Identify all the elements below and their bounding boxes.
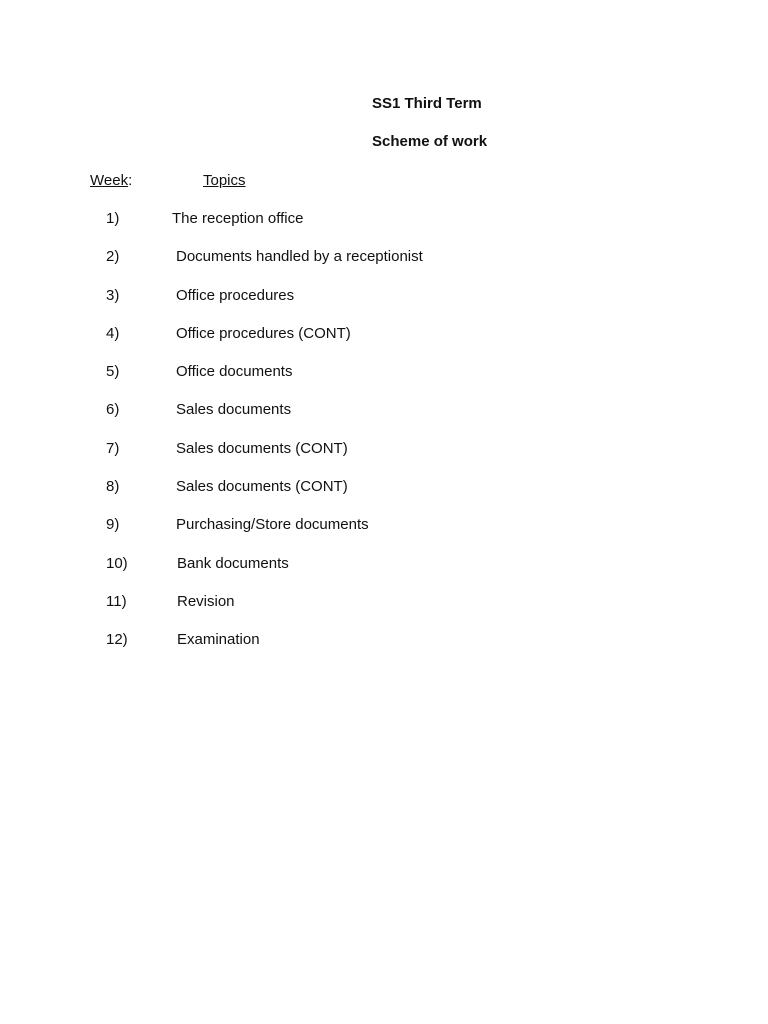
topic-text: Office procedures (CONT) bbox=[176, 324, 351, 342]
document-subtitle: Scheme of work bbox=[372, 133, 488, 150]
week-number: 5) bbox=[106, 363, 120, 381]
document-title: SS1 Third Term bbox=[372, 95, 482, 112]
list-item bbox=[0, 631, 768, 669]
topic-text: Sales documents bbox=[176, 401, 292, 419]
week-header bbox=[90, 172, 132, 189]
week-number: 8) bbox=[106, 478, 120, 496]
topic-text: Revision bbox=[177, 592, 235, 610]
topic-text: Bank documents bbox=[177, 554, 289, 572]
week-number: 9) bbox=[106, 516, 120, 534]
list-item bbox=[0, 555, 768, 593]
list-item bbox=[0, 401, 768, 439]
week-number: 3) bbox=[106, 286, 120, 304]
list-item bbox=[0, 593, 768, 631]
list-item bbox=[0, 440, 768, 478]
list-item bbox=[0, 248, 768, 286]
week-number: 4) bbox=[106, 324, 120, 342]
week-number: 10) bbox=[106, 554, 128, 572]
list-item bbox=[0, 325, 768, 363]
week-number: 1) bbox=[106, 210, 120, 227]
list-item bbox=[0, 287, 768, 325]
list-item bbox=[0, 478, 768, 516]
topic-text: Office procedures bbox=[176, 286, 295, 304]
week-header-colon: : bbox=[128, 172, 133, 189]
topics-header: Topics bbox=[203, 172, 246, 189]
topic-text: Examination bbox=[177, 631, 260, 649]
topic-text: The reception office bbox=[172, 210, 304, 227]
topic-text: Purchasing/Store documents bbox=[176, 516, 369, 534]
topic-list bbox=[0, 210, 768, 670]
topic-text: Office documents bbox=[176, 363, 293, 381]
week-number: 2) bbox=[106, 248, 120, 266]
topic-text: Sales documents (CONT) bbox=[176, 478, 348, 496]
list-item bbox=[0, 516, 768, 554]
week-header-label: Week bbox=[90, 172, 129, 189]
topic-text: Sales documents (CONT) bbox=[176, 439, 348, 457]
list-item bbox=[0, 363, 768, 401]
week-number: 12) bbox=[106, 631, 128, 649]
topic-text: Documents handled by a receptionist bbox=[176, 248, 423, 266]
week-number: 11) bbox=[106, 592, 127, 610]
week-number: 6) bbox=[106, 401, 120, 419]
week-number: 7) bbox=[106, 439, 120, 457]
list-item bbox=[0, 210, 768, 248]
